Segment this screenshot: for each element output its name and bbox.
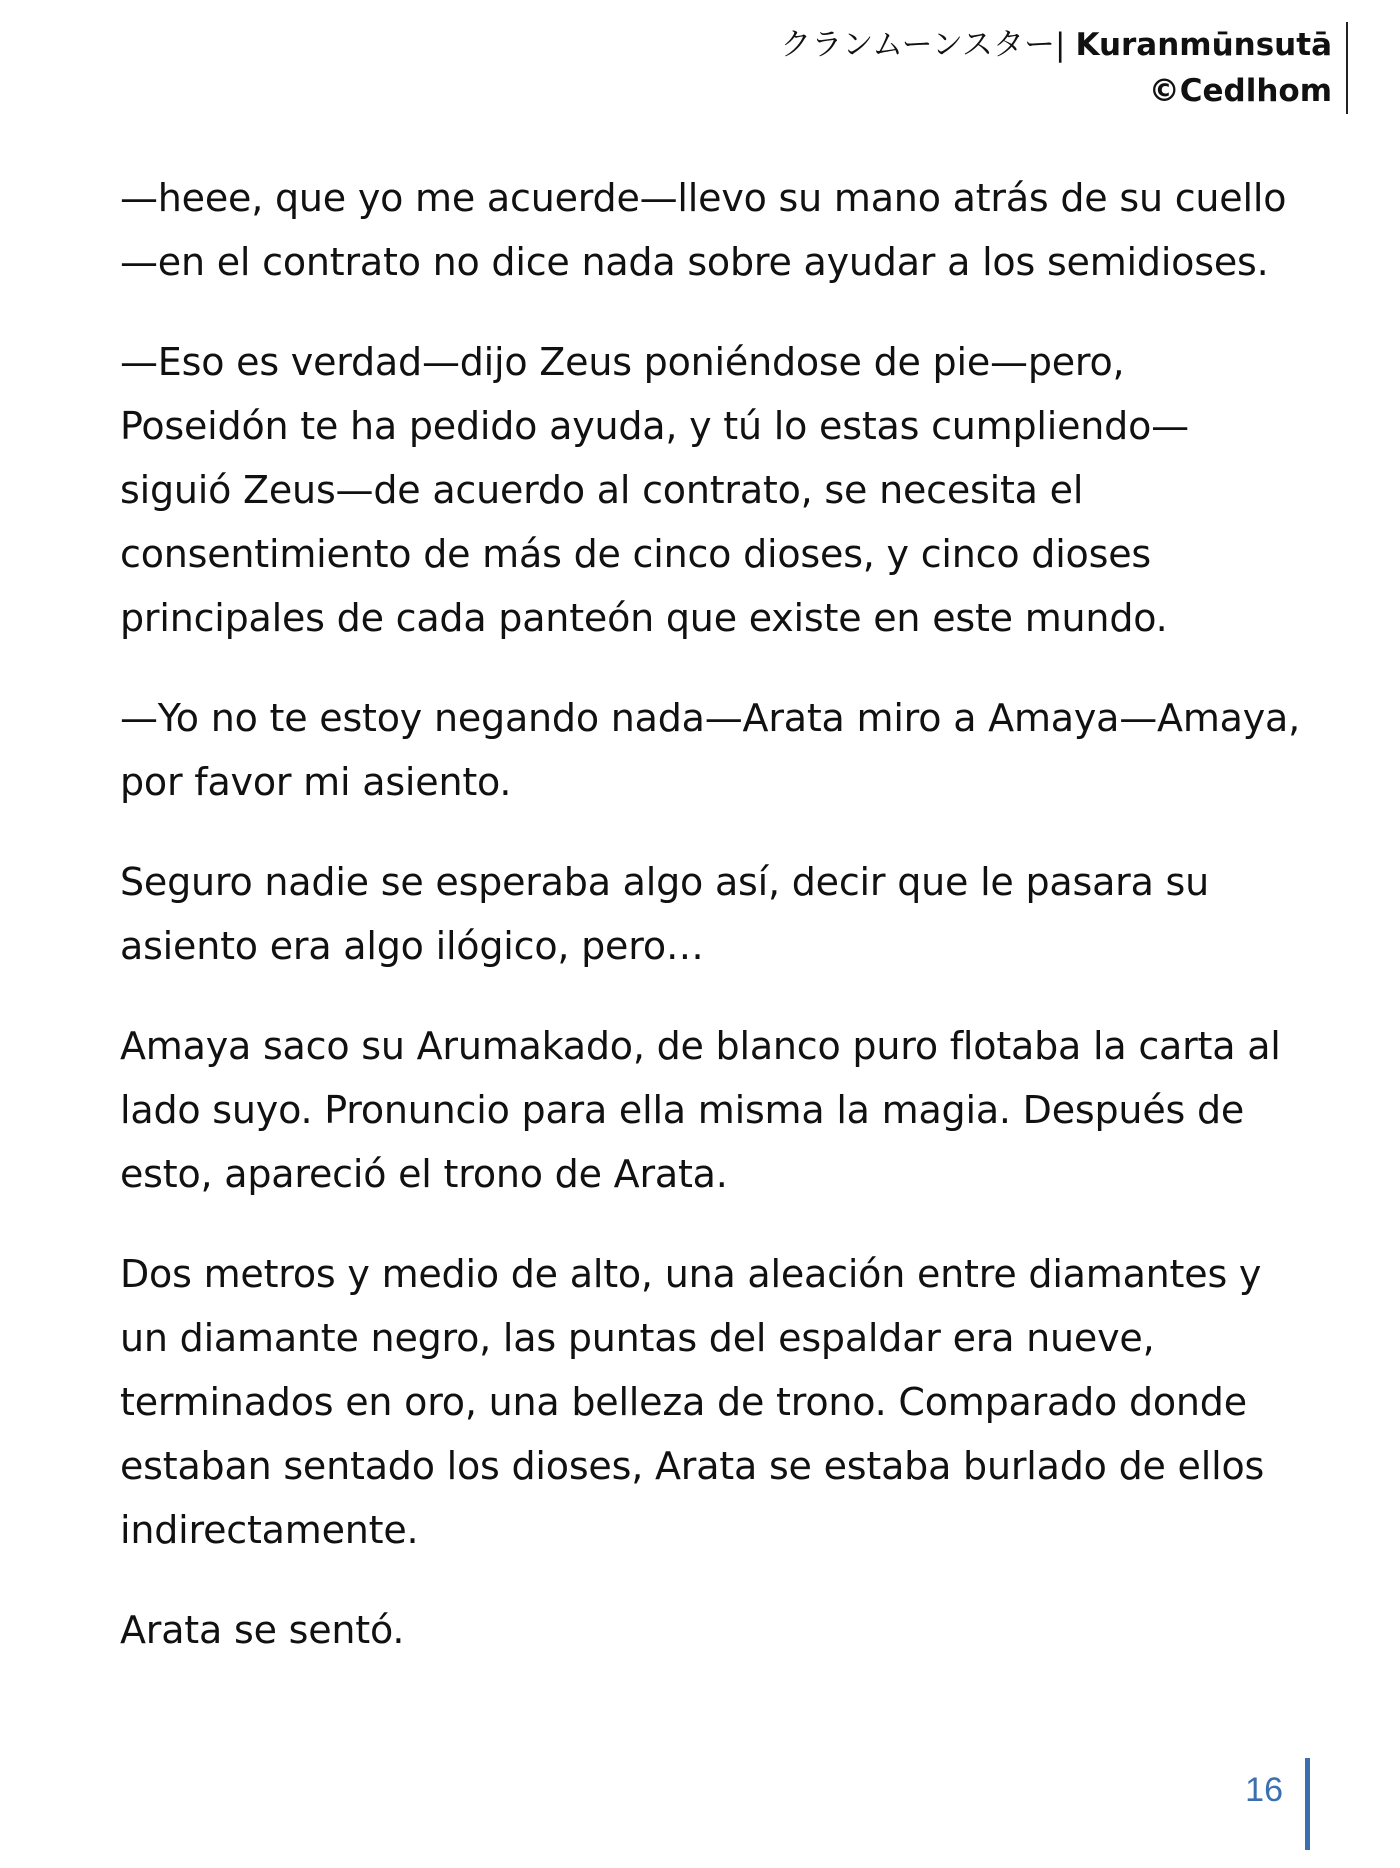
page-number: 16 bbox=[1245, 1758, 1310, 1850]
paragraph: Arata se sentó. bbox=[120, 1608, 405, 1652]
paragraph: —Yo no te estoy negando nada—Arata miro a Amaya—Amaya, por favor mi asiento. bbox=[120, 696, 1300, 804]
header-title-line bbox=[780, 22, 1332, 68]
paragraph: Dos metros y medio de alto, una aleación entre diamantes y un diamante negro, las puntas del espaldar era nueve, terminados en oro, una belleza de trono. Comparado donde estaban sentado los dioses, Arata se estaba burlado de ellos indirectamente. bbox=[120, 1252, 1265, 1552]
page-header bbox=[780, 22, 1348, 114]
header-title-jp: クランムーンスター| bbox=[780, 27, 1066, 63]
paragraph: —heee, que yo me acuerde—llevo su mano atrás de su cuello—en el contrato no dice nada sobre ayudar a los semidioses. bbox=[120, 176, 1287, 284]
header-copyright: ©Cedlhom bbox=[1148, 73, 1332, 109]
paragraph: —Eso es verdad—dijo Zeus poniéndose de pie—pero, Poseidón te ha pedido ayuda, y tú lo estas cumpliendo—siguió Zeus—de acuerdo al contrato, se necesita el consentimiento de más de cinco dioses, y cinco dioses principales de cada panteón que existe en este mundo. bbox=[120, 340, 1189, 640]
paragraph: Seguro nadie se esperaba algo así, decir que le pasara su asiento era algo ilógico, pero… bbox=[120, 860, 1210, 968]
document-body bbox=[120, 166, 1300, 1698]
paragraph: Amaya saco su Arumakado, de blanco puro flotaba la carta al lado suyo. Pronuncio para ella misma la magia. Después de esto, apareció el trono de Arata. bbox=[120, 1024, 1281, 1196]
header-title-romaji: Kuranmūnsutā bbox=[1075, 27, 1332, 63]
